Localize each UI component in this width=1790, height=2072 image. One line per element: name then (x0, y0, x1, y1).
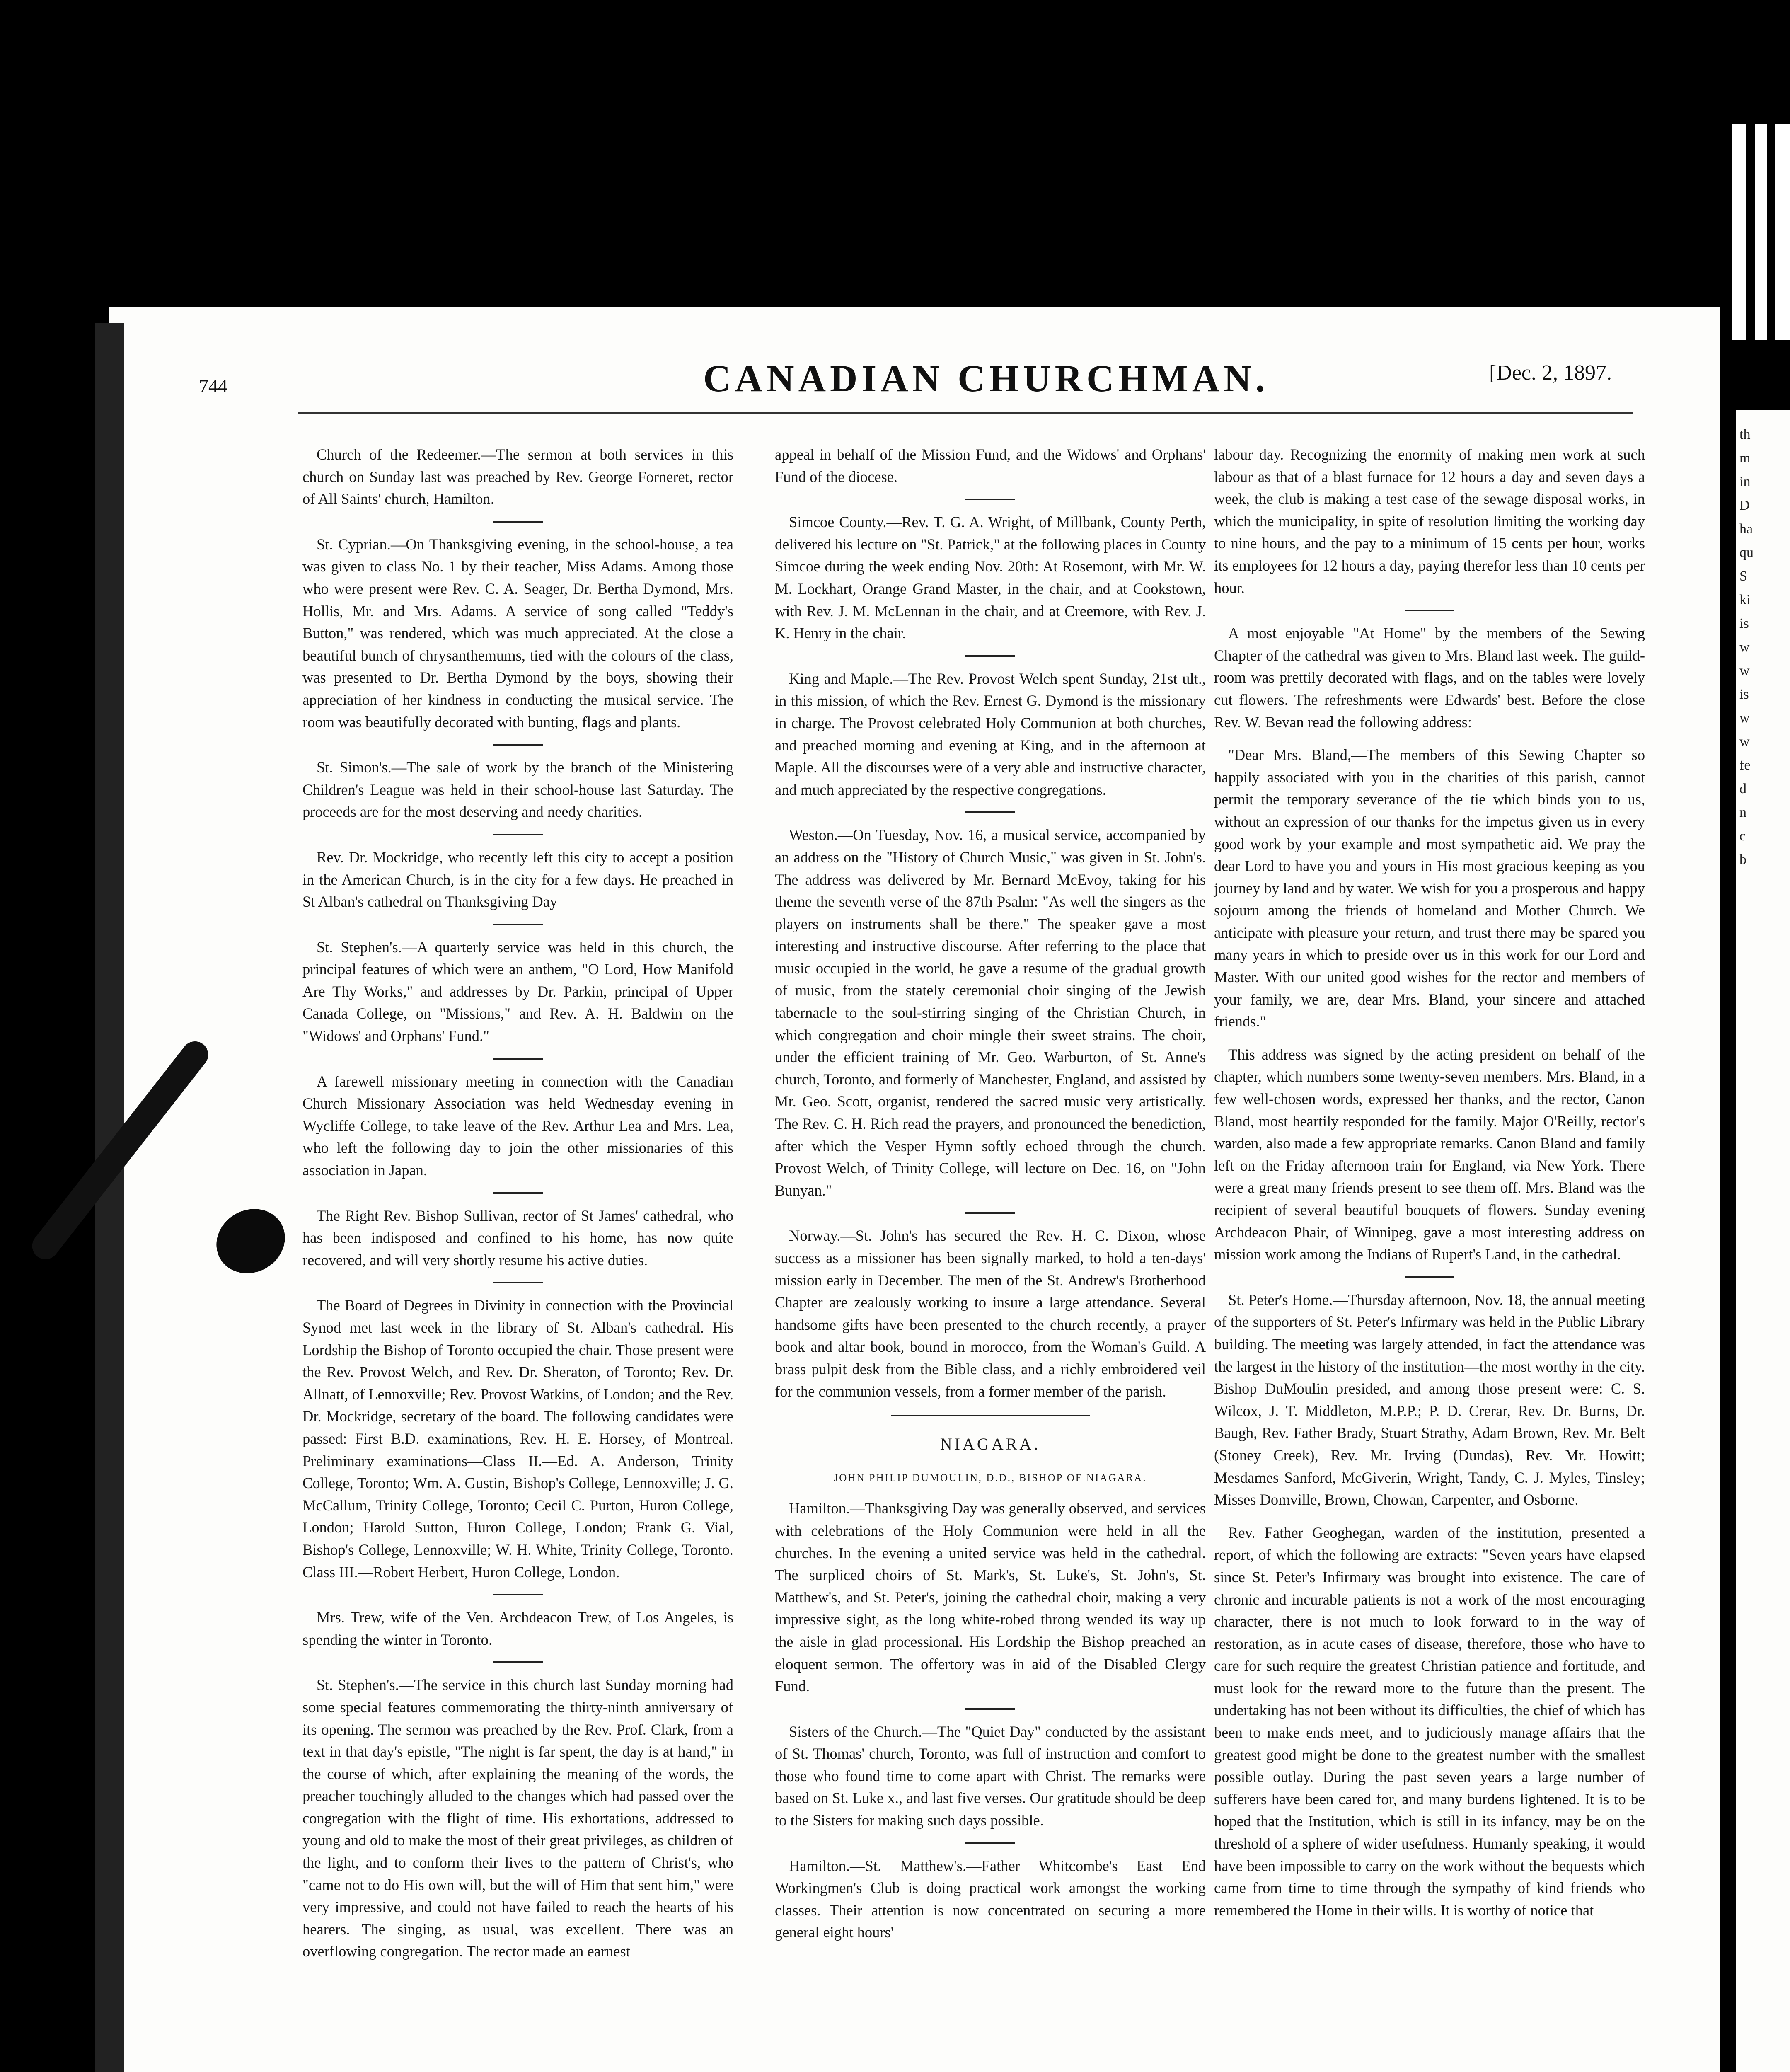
article-separator (493, 521, 543, 523)
scan-artifact-bar (1775, 124, 1790, 340)
article-separator (965, 1842, 1015, 1844)
article-separator (493, 1058, 543, 1060)
article-separator (965, 655, 1015, 657)
article-paragraph: Mrs. Trew, wife of the Ven. Archdeacon Trew, of Los Angeles, is spending the winter in Toronto. (302, 1609, 733, 1648)
scan-artifact-bar (1755, 124, 1767, 340)
issue-date: [Dec. 2, 1897. (1489, 361, 1612, 385)
article-separator (493, 744, 543, 746)
article-paragraph: A most enjoyable "At Home" by the members of the Sewing Chapter of the cathedral was given to Mrs. Bland last week. The guild-room was prettily decorated with flags, and on the tables were lovely cut flowers. The refreshments were Edwards' best. Before the close Rev. W. Bevan read the following address: (1214, 625, 1645, 731)
adjacent-page-edge (1736, 410, 1790, 2072)
article-paragraph: Church of the Redeemer.—The sermon at both services in this church on Sunday last was preached by Rev. George Forneret, rector of All Saints' church, Hamilton. (302, 446, 733, 508)
scan-artifact-bar (1732, 124, 1746, 340)
article-paragraph: labour day. Recognizing the enormity of making men work at such labour as that of a blast furnace for 12 hours a day and seven days a week, the club is making a test case of the sewage disposal works, in which the municipality, in spite of resolution limiting the working day to nine hours, and the pay to a minimum of 15 cents per hour, works its employees for 12 hours a day, paying therefor less than 10 cents per hour. (1214, 446, 1645, 596)
article-paragraph: St. Simon's.—The sale of work by the branch of the Ministering Children's League was held in their school-house last Saturday. The proceeds are for the most deserving and needy charities. (302, 759, 733, 821)
page-number: 744 (199, 375, 227, 397)
article-paragraph: Norway.—St. John's has secured the Rev. H. C. Dixon, whose success as a missioner has been signally marked, to hold a ten-days' mission early in December. The men of the St. Andrew's Brotherhood Chapter are zealously working to insure a large attendance. Several handsome gifts have been presented to the church recently, a prayer book and altar book, bound in morocco, from the Woman's Guild. A brass pulpit desk from the Bible class, and a richly embroidered veil for the communion vessels, from a former member of the parish. (775, 1227, 1206, 1400)
article-paragraph: St. Stephen's.—The service in this church last Sunday morning had some special features commemorating the thirty-ninth anniversary of its opening. The sermon was preached by the Rev. Prof. Clark, from a text in that day's epistle, "The night is far spent, the day is at hand," in the course of which, after explaining the meaning of the words, the preacher touchingly alluded to the changes which had passed over the congregation with the flight of time. His exhortations, addressed to young and old to make the most of their great privileges, as children of the light, and to conform their lives to the pattern of Christ's, who "came not to do His own will, but the will of Him that sent him," were very impressive, and could not have failed to reach the hearts of his hearers. The singing, as usual, was excellent. There was an overflowing congregation. The rector made an earnest (302, 1676, 733, 1960)
section-rule (891, 1415, 1090, 1416)
article-paragraph: "Dear Mrs. Bland,—The members of this Sewing Chapter so happily associated with you in the charities of this parish, cannot permit the temporary severance of the tie which binds you to us, without an expression of our thanks for the impetus given us in every good work by your example and most sympathetic aid. We pray the dear Lord to have you and yours in His most gracious keeping as you journey by land and by water. We wish for you a prosperous and happy sojourn among the friends of homeland and Mother Church. We anticipate with pleasure your return, and trust there may be spared you many years in which to preside over us in this work for our Lord and Master. With our united good wishes for the rector and members of your family, we are, dear Mrs. Bland, your sincere and attached friends." (1214, 746, 1645, 1030)
article-paragraph: St. Stephen's.—A quarterly service was held in this church, the principal features of which were an anthem, "O Lord, How Manifold Are Thy Works," and addresses by Dr. Parkin, principal of Upper Canada College, on "Missions," and Rev. A. H. Baldwin on the "Widows' and Orphans' Fund." (302, 938, 733, 1045)
article-column-3 (1214, 443, 1645, 1932)
article-column-2 (775, 443, 1206, 1954)
article-paragraph: St. Cyprian.—On Thanksgiving evening, in the school-house, a tea was given to class No. 1 by their teacher, Miss Adams. Among those who were present were Rev. C. A. Seager, Dr. Bertha Dymond, Mrs. Hollis, Mr. and Mrs. Adams. A service of song called "Teddy's Button," was rendered, which was much appreciated. At the close a beautiful bunch of chrysanthemums, tied with the colours of the class, was presented to Dr. Bertha Dymond by the boys, showing their appreciation of her kindness in conducting the musical service. The room was beautifully decorated with bunting, flags and plants. (302, 535, 733, 731)
article-separator (965, 811, 1015, 813)
article-separator (965, 1212, 1015, 1214)
page-header (199, 352, 1637, 398)
article-paragraph: Simcoe County.—Rev. T. G. A. Wright, of Millbank, County Perth, delivered his lecture on "St. Patrick," at the following places in County Simcoe during the week ending Nov. 20th: At Rosemont, with Mr. W. M. Lockhart, Orange Grand Master, in the chair, and at Cookstown, with Rev. J. M. McLennan in the chair, and at Creemore, with Rev. J. K. Henry in the chair. (775, 513, 1206, 642)
article-separator (1405, 1276, 1454, 1278)
article-paragraph: The Right Rev. Bishop Sullivan, rector of St James' cathedral, who has been indisposed and confined to his home, has now quite recovered, and will very shortly resume his active duties. (302, 1207, 733, 1268)
article-paragraph: appeal in behalf of the Mission Fund, and the Widows' and Orphans' Fund of the diocese. (775, 446, 1206, 485)
article-paragraph: Weston.—On Tuesday, Nov. 16, a musical service, accompanied by an address on the "History of Church Music," was given in St. John's. The address was delivered by Mr. Bernard McEvoy, taking for his theme the seventh verse of the 87th Psalm: "As well the singers as the players on instruments shall be there." The speaker gave a most interesting and instructive discourse. After referring to the place that music occupied in the world, he gave a resume of the gradual growth of music, from the stately ceremonial choir singing of the Jewish tabernacle to the soul-stirring singing of the Christian Church, in which congregation and choir mingle their sweet strains. The choir, under the efficient training of Mr. Geo. Warburton, of St. Anne's church, Toronto, and formerly of Manchester, England, and assisted by Mr. Geo. Scott, organist, rendered the sacred music very artistically. The Rev. C. H. Rich read the prayers, and pronounced the benediction, after which the Vesper Hymn softly echoed through the church. Provost Welch, of Trinity College, will lecture on Dec. 16, on "John Bunyan." (775, 826, 1206, 1199)
article-separator (493, 1661, 543, 1663)
article-paragraph: A farewell missionary meeting in connection with the Canadian Church Missionary Association was held Wednesday evening in Wycliffe College, to take leave of the Rev. Arthur Lea and Mrs. Lea, who left the following day to join the other missionaries of this association in Japan. (302, 1072, 733, 1179)
article-separator (493, 1282, 543, 1283)
article-paragraph: Rev. Father Geoghegan, warden of the institution, presented a report, of which the following are extracts: "Seven years have elapsed since St. Peter's Infirmary was brought into existence. The care of chronic and incurable patients is not a work of the most encouraging character, there is not much to look forward to in the way of restoration, as in acute cases of disease, therefore, those who have to care for such require the greatest Christian patience and fortitude, and must look for the reward more to the future than the present. The undertaking has not been without its difficulties, the chief of which has been to make ends meet, and to judiciously manage affairs that the greatest good might be done to the greatest number with the smallest possible outlay. During the past seven years a large number of sufferers have been cared for, and many burdens lightened. It is to be hoped that the Institution, which is still in its infancy, may be on the threshold of a sphere of wider usefulness. Humanly speaking, it would have been impossible to carry on the work without the bequests which came from time to time through the sympathy of kind friends who remembered the Home in their wills. It is worthy of notice that (1214, 1524, 1645, 1919)
article-separator (493, 1594, 543, 1595)
article-separator (965, 499, 1015, 500)
article-paragraph: King and Maple.—The Rev. Provost Welch spent Sunday, 21st ult., in this mission, of which the Rev. Ernest G. Dymond is the missionary in charge. The Provost celebrated Holy Communion at both churches, and preached morning and evening at King, and in the afternoon at Maple. All the discourses were of a very able and instructive character, and much appreciated by the respective congregations. (775, 670, 1206, 798)
header-rule (298, 412, 1633, 414)
section-subheading: JOHN PHILIP DUMOULIN, D.D., BISHOP OF NIAGARA. (834, 1472, 1147, 1484)
article-paragraph: St. Peter's Home.—Thursday afternoon, Nov. 18, the annual meeting of the supporters of St. Peter's Infirmary was held in the Public Library building. The meeting was largely attended, in fact the attendance was the largest in the history of the institution—the most worthy in the city. Bishop DuMoulin presided, and among those present were: C. S. Wilcox, J. T. Middleton, M.P.P.; P. D. Crerar, Rev. Dr. Burns, Dr. Baugh, Rev. Father Brady, Stuart Strathy, Adam Brown, Rev. Mr. Belt (Stoney Creek), Rev. Mr. Irving (Dundas), Rev. Mr. Howitt; Mesdames Sanford, McGiverin, Wright, Tandy, C. J. Myles, Tinsley; Misses Domville, Brown, Chowan, Carpenter, and Osborne. (1214, 1291, 1645, 1508)
masthead-title: CANADIAN CHURCHMAN. (703, 357, 1269, 399)
article-paragraph: The Board of Degrees in Divinity in connection with the Provincial Synod met last week in the library of St. Alban's cathedral. His Lordship the Bishop of Toronto occupied the chair. Those present were the Rev. Provost Welch, and Rev. Dr. Sheraton, of Toronto; Rev. Dr. Allnatt, of Lennoxville; Rev. Provost Watkins, of London; and the Rev. Dr. Mockridge, secretary of the board. The following candidates were passed: First B.D. examinations, Rev. H. E. Horsey, of Montreal. Preliminary examinations—Class II.—Ed. A. Anderson, Trinity College, Toronto; Wm. A. Gustin, Bishop's College, Lennoxville; J. G. McCallum, Trinity College, Toronto; Cecil C. Purton, Huron College, London; Harold Sutton, Huron College, London; Frank G. Vial, Bishop's College, Lennoxville; W. H. White, Trinity College, Toronto. Class III.—Robert Herbert, Huron College, London. (302, 1297, 733, 1581)
article-separator (1405, 610, 1454, 611)
article-paragraph: Hamilton.—Thanksgiving Day was generally observed, and services with celebrations of the Holy Communion were held in all the churches. In the evening a united service was held in the cathedral. The surpliced choirs of St. Mark's, St. Luke's, St. John's, St. Matthew's, and St. Peter's, joining the cathedral choir, making a very impressive sight, as the long white-robed throng wended its way up the aisle in glad processional. His Lordship the Bishop preached an eloquent sermon. The offertory was in aid of the Disabled Clergy Fund. (775, 1500, 1206, 1695)
article-paragraph: Hamilton.—St. Matthew's.—Father Whitcombe's East End Workingmen's Club is doing practical work amongst the working classes. Their attention is now concentrated on securing a more general eight hours' (775, 1857, 1206, 1941)
article-separator (493, 1192, 543, 1194)
section-heading: NIAGARA. (940, 1435, 1041, 1454)
article-paragraph: Rev. Dr. Mockridge, who recently left this city to accept a position in the American Church, is in the city for a few days. He preached in St Alban's cathedral on Thanksgiving Day (302, 848, 733, 910)
article-paragraph: Sisters of the Church.—The "Quiet Day" conducted by the assistant of St. Thomas' church, Toronto, was full of instruction and comfort to those who found time to come apart with Christ. The remarks were based on St. Luke x., and last five verses. Our gratitude should be deep to the Sisters for making such days possible. (775, 1723, 1206, 1829)
article-separator (965, 1708, 1015, 1710)
article-paragraph: This address was signed by the acting president on behalf of the chapter, which numbers some twenty-seven members. Mrs. Bland, in a few well-chosen words, expressed her thanks, and the rector, Canon Bland, most heartily responded for the family. Major O'Reilly, rector's warden, also made a few appropriate remarks. Canon Bland and family left on the Friday afternoon train for England, via New York. There were a great many friends present to see them off. Mrs. Bland was the recipient of several beautiful bouquets of flowers. Sunday evening Archdeacon Phair, of Winnipeg, gave a most interesting address on mission work among the Indians of Rupert's Land, in the cathedral. (1214, 1046, 1645, 1263)
article-separator (493, 924, 543, 925)
article-separator (493, 834, 543, 835)
adjacent-page-text: th m in D ha qu S ki is w w is w w fe d n c b (1739, 427, 1754, 867)
article-column-1 (302, 443, 733, 1973)
